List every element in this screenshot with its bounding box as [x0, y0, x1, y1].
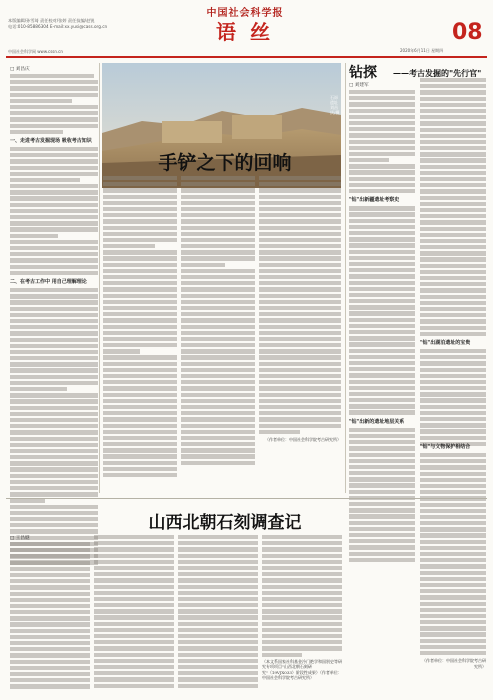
right-article-title: 钻探	[349, 65, 377, 81]
second-byline: □ 王昌燧	[10, 536, 30, 541]
main-col-2	[103, 176, 177, 479]
website: 中国社会科学网 www.cssn.cn	[8, 49, 63, 54]
right-subhead-4: "钻"与文物保护相结合	[420, 444, 471, 450]
second-col-4	[262, 535, 342, 681]
main-author-note: （作者单位：中国社会科学院考古研究所）	[265, 436, 341, 442]
header-rule	[6, 56, 487, 58]
second-author-note: （本文系国家社科基金冷门绝学和国别史等研究专项项目"山西北朝石刻研究"（19VJX033）阶段性成果）（作者单位：中国社会科学院考古研究所）	[262, 658, 342, 681]
main-subhead-2: 二、在考古工作中 用自己理解理论	[10, 279, 87, 286]
right-subhead-1: "钻"出新疆遗址考察史	[349, 197, 400, 204]
contact-line: 电话:010-85886304 E-mail:xx.yusi@cass.org.cn	[8, 24, 108, 29]
section-title: 语丝	[216, 20, 284, 44]
second-col-3	[178, 535, 258, 690]
issue-date: 2020年6月11日 星期四	[400, 48, 444, 53]
main-col-1	[10, 74, 98, 566]
column-rule-right	[345, 63, 346, 493]
masthead	[0, 0, 493, 60]
right-col-2	[420, 78, 486, 448]
paper-name: 中国社会科学报	[206, 8, 284, 19]
right-article-subtitle: ——考古发掘的"先行官"	[393, 68, 482, 78]
masthead-info	[8, 18, 107, 30]
main-subhead-1: 一、走进考古发掘现场 吸收考古知识	[10, 137, 92, 144]
right-author-note: （作者单位：中国社会科学院考古研究所）	[422, 658, 486, 669]
right-subhead-3: "钻"出湖泊遗址的宝贵	[420, 339, 471, 346]
second-col-2	[94, 535, 174, 690]
second-col-1	[10, 542, 90, 691]
section-divider	[6, 498, 487, 499]
main-headline: 手铲之下的回响	[158, 152, 292, 174]
main-byline: □ 刘昌庆	[10, 67, 30, 72]
column-rule	[99, 63, 100, 493]
right-col-2b	[420, 440, 486, 669]
photo-caption: 石峁遗址 刘昌庆/摄	[330, 95, 340, 115]
main-col-3	[181, 176, 255, 467]
second-headline: 山西北朝石刻调查记	[148, 513, 302, 533]
right-col-1	[349, 90, 415, 564]
page-number: 08	[452, 20, 483, 45]
editor-line: 本版编辑/孙雪琦 责任校对/张婷 责任技编/赵锐	[8, 18, 95, 23]
main-col-4	[259, 176, 341, 442]
right-byline: □ 刘建军	[349, 83, 369, 88]
right-subhead-2: "钻"出新的遗址地层关系	[349, 418, 405, 425]
